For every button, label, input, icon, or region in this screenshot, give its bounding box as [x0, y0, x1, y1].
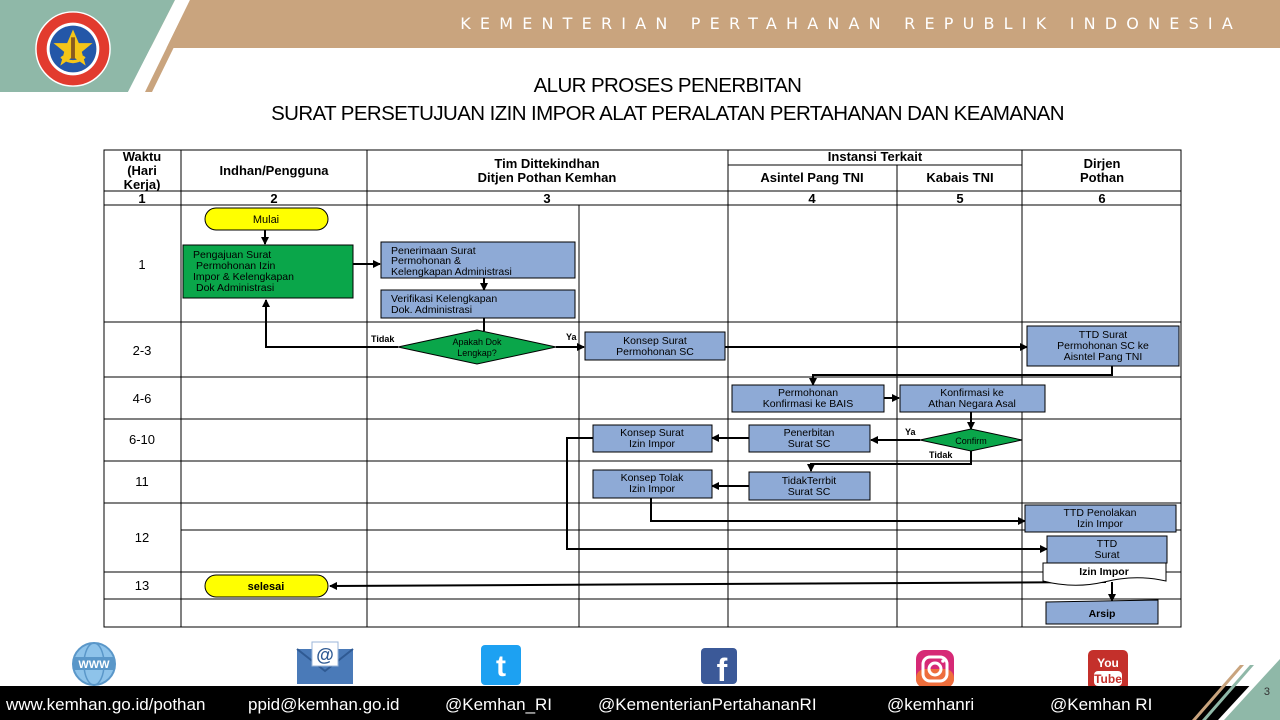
row-label-13: 13	[134, 578, 150, 593]
label-ya-1: Ya	[566, 332, 577, 342]
apakah-line-1: Apakah Dok	[452, 337, 502, 347]
arrow-ttd-permohonan	[813, 366, 1112, 385]
svg-text:You: You	[1097, 656, 1119, 670]
ttd-surat-line-2: Surat	[1094, 549, 1120, 561]
svg-text:@: @	[316, 645, 334, 665]
tidak-terbit-line-1: TidakTerrbit	[781, 475, 837, 487]
footer-twitter-link[interactable]: @Kemhan_RI	[445, 695, 553, 714]
footer-youtube-link[interactable]: @Kemhan RI	[1050, 695, 1153, 714]
selesai-label: selesai	[247, 581, 285, 593]
row-label-4-6: 4-6	[132, 391, 152, 406]
konsep-sc-line-1: Konsep Surat	[623, 335, 687, 347]
title-line-2: SURAT PERSETUJUAN IZIN IMPOR ALAT PERALATAN PERTAHANAN DAN KEAMANAN	[271, 102, 1064, 125]
row-label-11: 11	[135, 474, 149, 489]
header-kabais: Kabais TNI	[926, 170, 994, 185]
verifikasi-line-2: Dok. Administrasi	[391, 304, 473, 316]
row-label-6-10: 6-10	[128, 432, 156, 447]
row-label-12: 12	[134, 530, 150, 545]
header-tim-1: Tim Dittekindhan	[494, 156, 600, 171]
konsep-tolak-line-1: Konsep Tolak	[620, 472, 684, 484]
footer-website-link[interactable]: www.kemhan.go.id/pothan	[6, 695, 206, 714]
penerimaan-line-1: Penerimaan Surat	[391, 245, 476, 257]
konsep-tolak-line-2: Izin Impor	[628, 483, 676, 495]
footer-instagram-link[interactable]: @kemhanri	[887, 695, 975, 714]
pengajuan-line-2: Permohonan Izin	[196, 260, 276, 272]
penerbitan-sc-line-1: Penerbitan	[783, 427, 835, 439]
permohonan-bais-line-1: Permohonan	[777, 387, 839, 399]
header-tim-2: Ditjen Pothan Kemhan	[477, 170, 617, 185]
ttd-sc-line-3: Aisntel Pang TNI	[1063, 351, 1143, 363]
instagram-icon[interactable]	[916, 650, 954, 688]
konfirmasi-athan-line-1: Konfirmasi ke	[940, 387, 1004, 399]
confirm-label: Confirm	[955, 436, 987, 446]
header-waktu-2: (Hari	[127, 163, 157, 178]
ttd-sc-line-2: Permohonan SC ke	[1057, 340, 1149, 352]
header-waktu-3: Kerja)	[123, 177, 161, 192]
globe-icon[interactable]	[71, 641, 117, 687]
col-number-1: 1	[138, 191, 146, 206]
page-number: 3	[1263, 686, 1270, 698]
penerimaan-line-2: Permohonan &	[391, 255, 462, 267]
konsep-izin-line-1: Konsep Surat	[620, 427, 684, 439]
col-number-6: 6	[1098, 191, 1106, 206]
svg-text:f: f	[716, 652, 728, 684]
permohonan-bais-line-2: Konfirmasi ke BAIS	[762, 398, 854, 410]
penerimaan-line-3: Kelengkapan Administrasi	[391, 266, 512, 278]
pengajuan-line-4: Dok Administrasi	[196, 282, 275, 294]
arrow-izin-selesai	[330, 582, 1106, 586]
footer-email-link[interactable]: ppid@kemhan.go.id	[248, 695, 400, 714]
konsep-sc-line-2: Permohonan SC	[616, 346, 694, 358]
header-dirjen-2: Pothan	[1079, 170, 1125, 185]
pengajuan-line-1: Pengajuan Surat	[193, 249, 272, 261]
footer-facebook-link[interactable]: @KementerianPertahananRI	[598, 695, 817, 714]
konsep-izin-line-2: Izin Impor	[628, 438, 676, 450]
izin-impor-label: Izin Impor	[1079, 566, 1129, 578]
col-number-3: 3	[543, 191, 551, 206]
email-icon[interactable]	[296, 641, 354, 685]
svg-text:WWW: WWW	[78, 659, 110, 671]
col-number-4: 4	[808, 191, 816, 206]
apakah-lengkap-decision	[398, 330, 556, 364]
verifikasi-line-1: Verifikasi Kelengkapan	[391, 293, 498, 305]
header-instansi: Instansi Terkait	[827, 149, 923, 164]
ttd-penolakan-line-2: Izin Impor	[1076, 518, 1124, 530]
label-ya-2: Ya	[905, 427, 916, 437]
header-dirjen-1: Dirjen	[1083, 156, 1121, 171]
arrow-tolak-ttd-penolakan	[651, 498, 1025, 521]
col-number-5: 5	[956, 191, 964, 206]
row-label-1: 1	[138, 257, 146, 272]
mulai-label: Mulai	[252, 214, 280, 226]
twitter-icon[interactable]	[481, 645, 521, 685]
youtube-icon[interactable]	[1088, 650, 1128, 690]
konfirmasi-athan-line-2: Athan Negara Asal	[928, 398, 1016, 410]
tidak-terbit-line-2: Surat SC	[787, 486, 831, 498]
col-number-2: 2	[270, 191, 278, 206]
label-tidak-1: Tidak	[371, 334, 395, 344]
organization-name: KEMENTERIAN PERTAHANAN REPUBLIK INDONESIA	[460, 14, 1242, 33]
label-tidak-2: Tidak	[929, 450, 953, 460]
title-line-1: ALUR PROSES PENERBITAN	[533, 74, 802, 97]
header-asintel: Asintel Pang TNI	[760, 170, 864, 185]
row-label-2-3: 2-3	[132, 343, 152, 358]
header-indhan: Indhan/Pengguna	[219, 163, 329, 178]
ttd-sc-line-1: TTD Surat	[1078, 329, 1128, 341]
ttd-surat-line-1: TTD	[1096, 538, 1118, 550]
penerbitan-sc-line-2: Surat SC	[787, 438, 831, 450]
svg-text:Tube: Tube	[1094, 672, 1122, 686]
ttd-penolakan-line-1: TTD Penolakan	[1063, 507, 1137, 519]
svg-text:t: t	[496, 650, 506, 683]
facebook-icon[interactable]	[701, 648, 737, 684]
apakah-line-2: Lengkap?	[457, 348, 497, 358]
pengajuan-line-3: Impor & Kelengkapan	[193, 271, 294, 283]
arsip-label: Arsip	[1088, 608, 1116, 620]
header-waktu-1: Waktu	[122, 149, 162, 164]
